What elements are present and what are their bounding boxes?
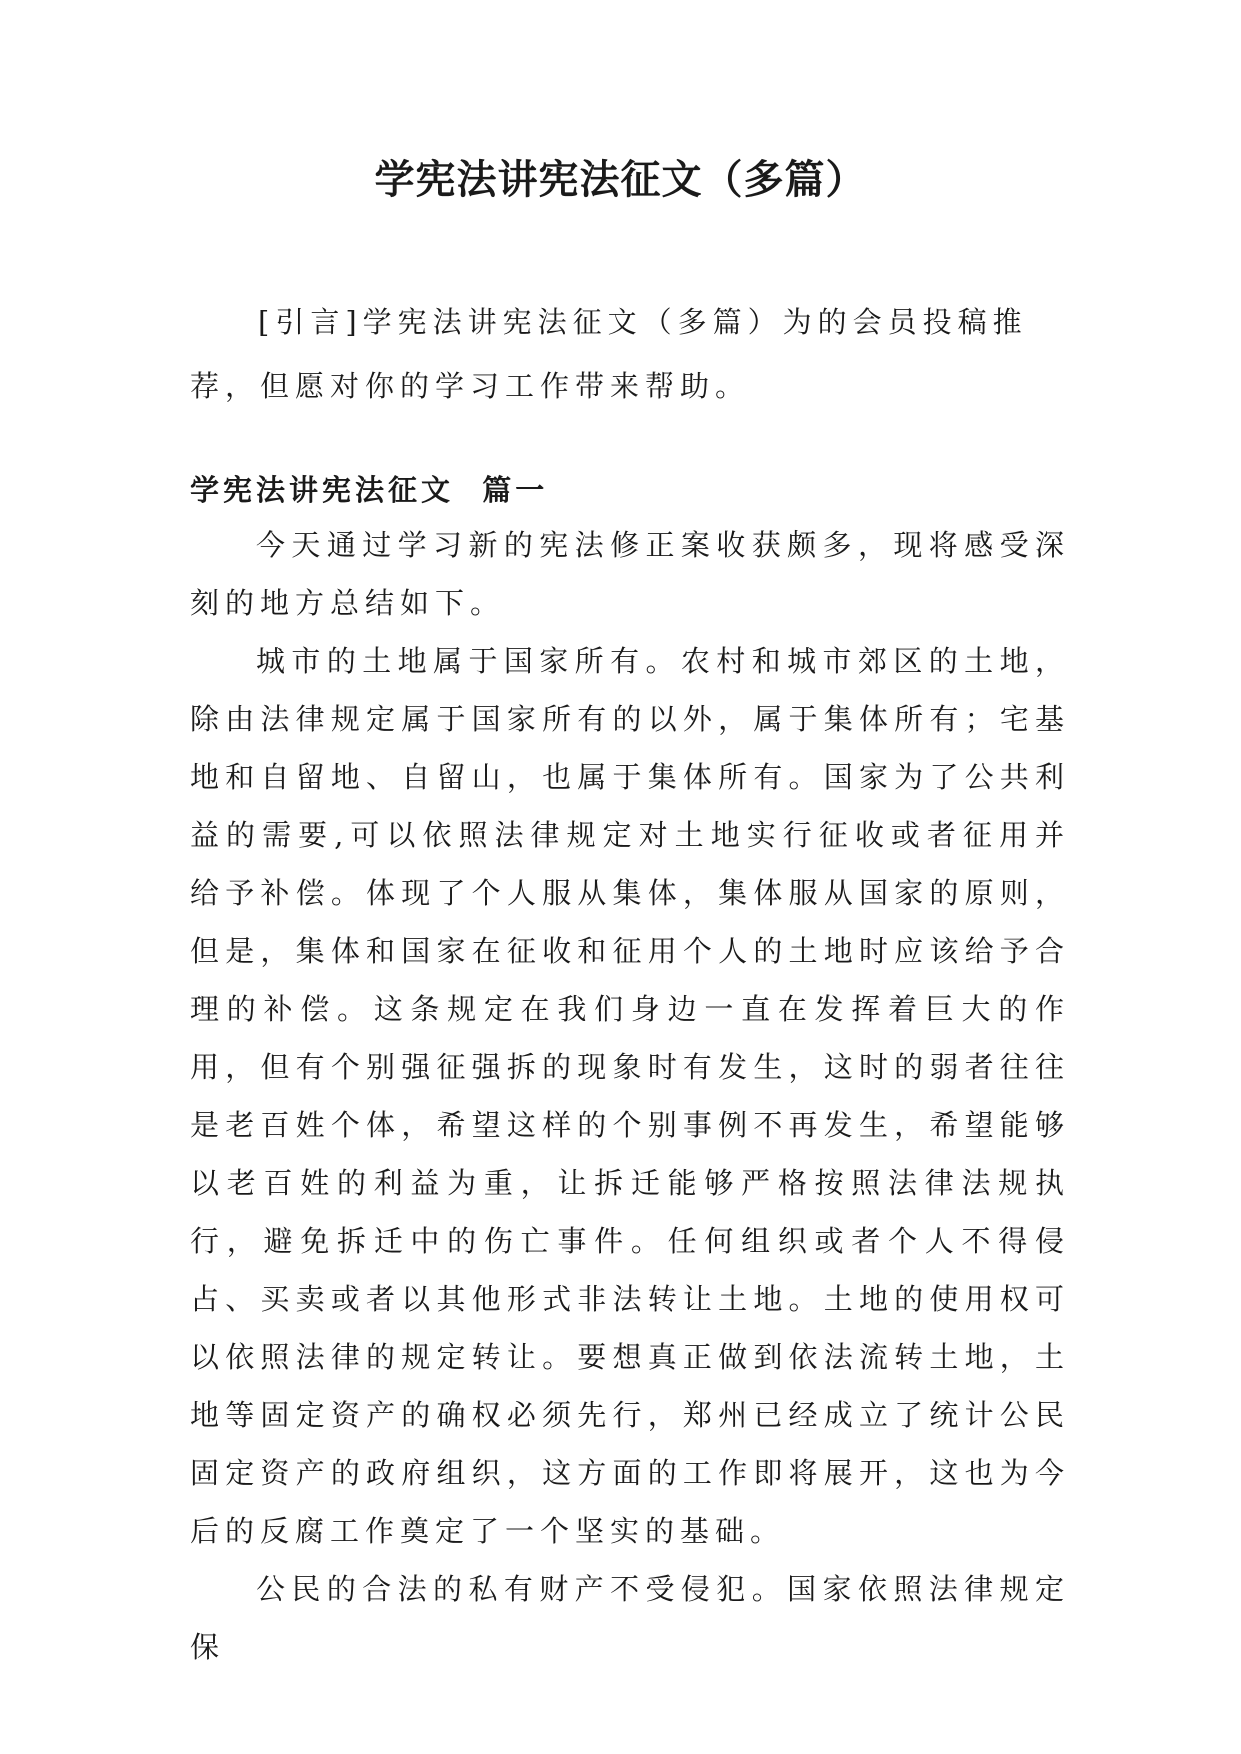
- body-paragraph: 城市的土地属于国家所有。农村和城市郊区的土地，除由法律规定属于国家所有的以外，属于集体所有；宅基地和自留地、自留山，也属于集体所有。国家为了公共利益的需要,可以依照法律规定对土地实行征收或者征用并给予补偿。体现了个人服从集体，集体服从国家的原则，但是，集体和国家在征收和征用个人的土地时应该给予合理的补偿。这条规定在我们身边一直在发挥着巨大的作用，但有个别强征强拆的现象时有发生，这时的弱者往往是老百姓个体，希望这样的个别事例不再发生，希望能够以老百姓的利益为重，让拆迁能够严格按照法律法规执行，避免拆迁中的伤亡事件。任何组织或者个人不得侵占、买卖或者以其他形式非法转让土地。土地的使用权可以依照法律的规定转让。要想真正做到依法流转土地，土地等固定资产的确权必须先行，郑州已经成立了统计公民固定资产的政府组织，这方面的工作即将展开，这也为今后的反腐工作奠定了一个坚实的基础。: [190, 644, 1070, 1548]
- section-heading: 学宪法讲宪法征文 篇一: [190, 473, 549, 507]
- document-title: 学宪法讲宪法征文（多篇）: [374, 157, 867, 203]
- body-paragraph: 公民的合法的私有财产不受侵犯。国家依照法律规定保: [190, 1572, 1070, 1664]
- intro-paragraph: [引言]学宪法讲宪法征文（多篇）为的会员投稿推荐，但愿对你的学习工作带来帮助。: [190, 305, 1028, 403]
- article-body: [190, 516, 1070, 1676]
- body-paragraph: 今天通过学习新的宪法修正案收获颇多，现将感受深刻的地方总结如下。: [190, 528, 1070, 620]
